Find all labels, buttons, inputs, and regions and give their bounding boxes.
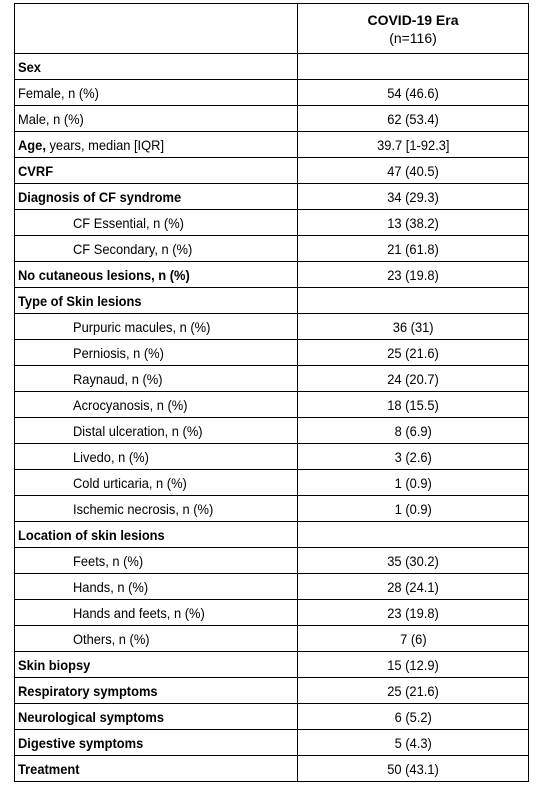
row-label-cell xyxy=(15,496,298,522)
row-value-cell xyxy=(298,730,529,756)
table-row xyxy=(15,730,529,756)
row-label: Type of Skin lesions xyxy=(18,292,142,309)
header-cell xyxy=(298,4,529,54)
row-value-cell xyxy=(298,574,529,600)
row-value: 24 (20.7) xyxy=(387,370,439,387)
table-row xyxy=(15,314,529,340)
row-label: CVRF xyxy=(18,162,54,179)
table-row xyxy=(15,522,529,548)
table-row xyxy=(15,626,529,652)
row-value: 18 (15.5) xyxy=(387,396,439,413)
row-value-cell xyxy=(298,756,529,782)
header-empty-cell xyxy=(15,4,298,54)
row-label: Ischemic necrosis, n (%) xyxy=(73,500,214,517)
row-value: 21 (61.8) xyxy=(387,240,439,257)
row-value: 13 (38.2) xyxy=(387,214,439,231)
row-label: Location of skin lesions xyxy=(18,526,165,543)
row-label-cell xyxy=(15,678,298,704)
row-value-cell xyxy=(298,626,529,652)
row-label: Others, n (%) xyxy=(73,630,150,647)
table-row xyxy=(15,80,529,106)
row-label-cell xyxy=(15,54,298,80)
row-label-cell xyxy=(15,106,298,132)
row-label: No cutaneous lesions, n (%) xyxy=(18,266,190,283)
row-label-cell xyxy=(15,340,298,366)
row-value: 6 (5.2) xyxy=(394,708,432,725)
row-value: 36 (31) xyxy=(392,318,434,335)
row-label-bold: Age, xyxy=(18,136,46,153)
row-value-cell xyxy=(298,600,529,626)
row-label-cell xyxy=(15,470,298,496)
row-label-cell xyxy=(15,626,298,652)
row-label-cell xyxy=(15,704,298,730)
row-value-cell xyxy=(298,418,529,444)
row-label-cell xyxy=(15,132,298,158)
row-label-cell xyxy=(15,262,298,288)
row-value: 23 (19.8) xyxy=(387,604,439,621)
table-row xyxy=(15,756,529,782)
row-label: Sex xyxy=(18,58,41,75)
row-label: CF Essential, n (%) xyxy=(73,214,184,231)
row-label-cell xyxy=(15,80,298,106)
row-value: 1 (0.9) xyxy=(394,500,432,517)
table-row xyxy=(15,496,529,522)
row-label: Digestive symptoms xyxy=(18,734,144,751)
table-row xyxy=(15,210,529,236)
row-label: Female, n (%) xyxy=(18,84,99,101)
table-row xyxy=(15,158,529,184)
row-label: Raynaud, n (%) xyxy=(73,370,163,387)
row-value: 54 (46.6) xyxy=(387,84,439,101)
row-label-cell xyxy=(15,522,298,548)
row-value: 50 (43.1) xyxy=(387,760,439,777)
row-value-cell xyxy=(298,470,529,496)
row-label: CF Secondary, n (%) xyxy=(73,240,193,257)
row-label-cell xyxy=(15,444,298,470)
row-label-cell xyxy=(15,418,298,444)
table-row xyxy=(15,678,529,704)
table-body xyxy=(15,4,529,782)
table-row xyxy=(15,262,529,288)
table-row xyxy=(15,600,529,626)
row-value-cell xyxy=(298,262,529,288)
row-label: Male, n (%) xyxy=(18,110,84,127)
header-row xyxy=(15,4,529,54)
row-label-cell xyxy=(15,756,298,782)
row-value: 23 (19.8) xyxy=(387,266,439,283)
row-label: Perniosis, n (%) xyxy=(73,344,164,361)
row-label: Hands, n (%) xyxy=(73,578,149,595)
table-row xyxy=(15,704,529,730)
row-value: 8 (6.9) xyxy=(394,422,432,439)
row-label-cell xyxy=(15,652,298,678)
row-value-cell xyxy=(298,704,529,730)
table-row xyxy=(15,470,529,496)
row-label: Distal ulceration, n (%) xyxy=(73,422,203,439)
row-label-cell xyxy=(15,314,298,340)
column-subtitle: (n=116) xyxy=(389,29,437,46)
row-value: 62 (53.4) xyxy=(387,110,439,127)
row-label: Purpuric macules, n (%) xyxy=(73,318,211,335)
table-row xyxy=(15,392,529,418)
row-label-cell xyxy=(15,574,298,600)
row-value: 39.7 [1-92.3] xyxy=(376,136,450,153)
row-value-cell xyxy=(298,132,529,158)
row-value: 25 (21.6) xyxy=(387,682,439,699)
row-label-cell xyxy=(15,392,298,418)
table-row xyxy=(15,106,529,132)
row-value-cell xyxy=(298,210,529,236)
row-value-cell xyxy=(298,54,529,80)
row-label: Neurological symptoms xyxy=(18,708,165,725)
table-row xyxy=(15,236,529,262)
row-value-cell xyxy=(298,288,529,314)
row-label-cell xyxy=(15,158,298,184)
row-label: Cold urticaria, n (%) xyxy=(73,474,187,491)
row-label-cell xyxy=(15,548,298,574)
row-value: 7 (6) xyxy=(399,630,427,647)
table-row xyxy=(15,652,529,678)
row-value-cell xyxy=(298,80,529,106)
table-row xyxy=(15,548,529,574)
row-label: Diagnosis of CF syndrome xyxy=(18,188,182,205)
row-label: Hands and feets, n (%) xyxy=(73,604,205,621)
row-value-cell xyxy=(298,496,529,522)
row-label: Feets, n (%) xyxy=(73,552,144,569)
table-row xyxy=(15,418,529,444)
table-row xyxy=(15,184,529,210)
row-value: 25 (21.6) xyxy=(387,344,439,361)
row-value-cell xyxy=(298,340,529,366)
row-label-cell xyxy=(15,366,298,392)
row-label xyxy=(18,137,164,153)
row-value-cell xyxy=(298,548,529,574)
row-value: 35 (30.2) xyxy=(387,552,439,569)
row-label-cell xyxy=(15,600,298,626)
row-value-cell xyxy=(298,652,529,678)
row-label-cell xyxy=(15,210,298,236)
row-label-cell xyxy=(15,236,298,262)
row-label: Respiratory symptoms xyxy=(18,682,158,699)
row-value-cell xyxy=(298,444,529,470)
row-value-cell xyxy=(298,314,529,340)
data-table xyxy=(14,3,529,782)
row-value: 34 (29.3) xyxy=(387,188,439,205)
row-label: Treatment xyxy=(18,760,80,777)
row-value: 5 (4.3) xyxy=(394,734,432,751)
row-value-cell xyxy=(298,184,529,210)
row-label: Livedo, n (%) xyxy=(73,448,149,465)
table-row xyxy=(15,288,529,314)
table-row xyxy=(15,444,529,470)
row-label-cell xyxy=(15,288,298,314)
table-row xyxy=(15,574,529,600)
row-value-cell xyxy=(298,678,529,704)
row-value: 15 (12.9) xyxy=(387,656,439,673)
row-label-cell xyxy=(15,730,298,756)
row-label: Acrocyanosis, n (%) xyxy=(73,396,188,413)
table-row xyxy=(15,132,529,158)
row-label: Skin biopsy xyxy=(18,656,91,673)
row-value: 1 (0.9) xyxy=(394,474,432,491)
row-value: 28 (24.1) xyxy=(387,578,439,595)
row-value-cell xyxy=(298,236,529,262)
table-row xyxy=(15,366,529,392)
row-value: 3 (2.6) xyxy=(394,448,432,465)
row-value-cell xyxy=(298,106,529,132)
row-value-cell xyxy=(298,366,529,392)
table-row xyxy=(15,340,529,366)
row-label-cell xyxy=(15,184,298,210)
row-value: 47 (40.5) xyxy=(387,162,439,179)
row-value-cell xyxy=(298,158,529,184)
table-row xyxy=(15,54,529,80)
column-title: COVID-19 Era xyxy=(367,11,459,28)
row-value-cell xyxy=(298,522,529,548)
row-value-cell xyxy=(298,392,529,418)
row-label-rest: years, median [IQR] xyxy=(45,136,165,153)
